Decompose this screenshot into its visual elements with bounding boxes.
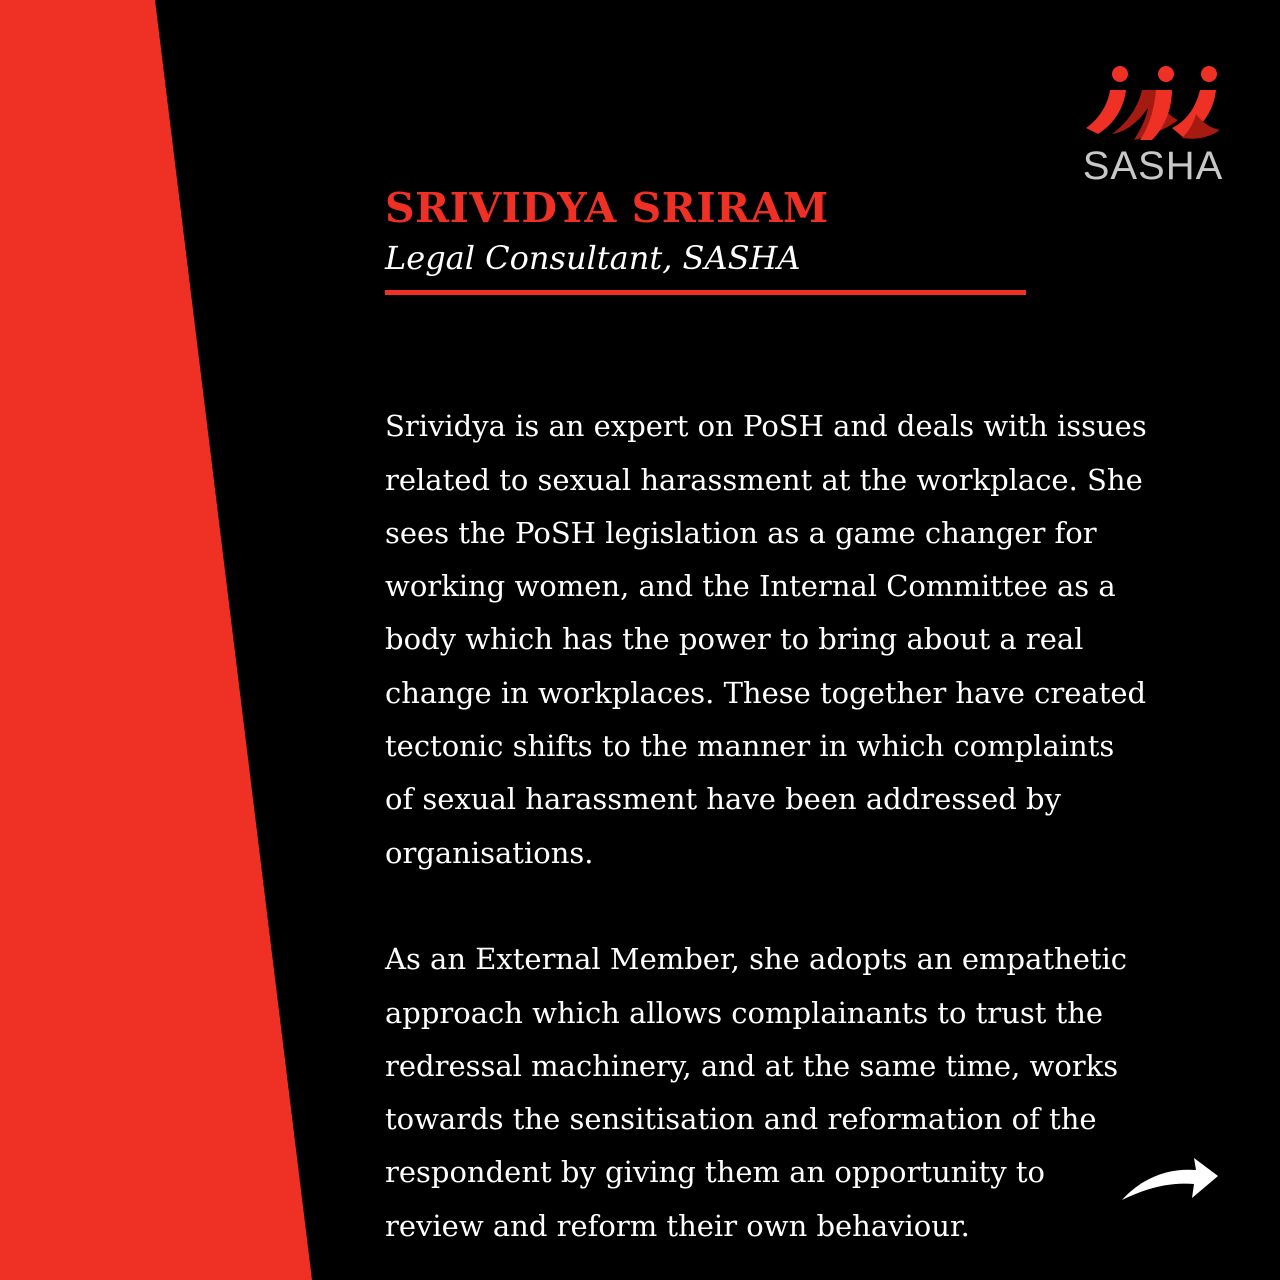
sasha-logo (1078, 62, 1228, 192)
person-name: SRIVIDYA SRIRAM (385, 184, 829, 232)
person-role: Legal Consultant, SASHA (385, 239, 801, 277)
profile-content (385, 180, 1205, 1280)
bio-paragraph-1: Srividya is an expert on PoSH and deals with issues related to sexual harassment at the workplace. She sees the PoSH legislation as a game changer for working women, and the Internal Committee as a body which has the power to bring about a real change in workplaces. These together have created tectonic shifts to the manner in which complaints of sexual harassment have been addressed by organisations. (385, 409, 1147, 870)
bio-text (385, 347, 1205, 1280)
bio-paragraph-2: As an External Member, she adopts an empathetic approach which allows complainants to trust the redressal machinery, and at the same time, works towards the sensitisation and reformation of the respondent by giving them an opportunity to review and reform their own behaviour. (385, 942, 1128, 1243)
three-people-icon (1078, 62, 1228, 142)
logo-wordmark: SASHA (1082, 144, 1224, 188)
title-divider (385, 290, 1026, 295)
arrow-right-icon[interactable] (1118, 1140, 1222, 1208)
